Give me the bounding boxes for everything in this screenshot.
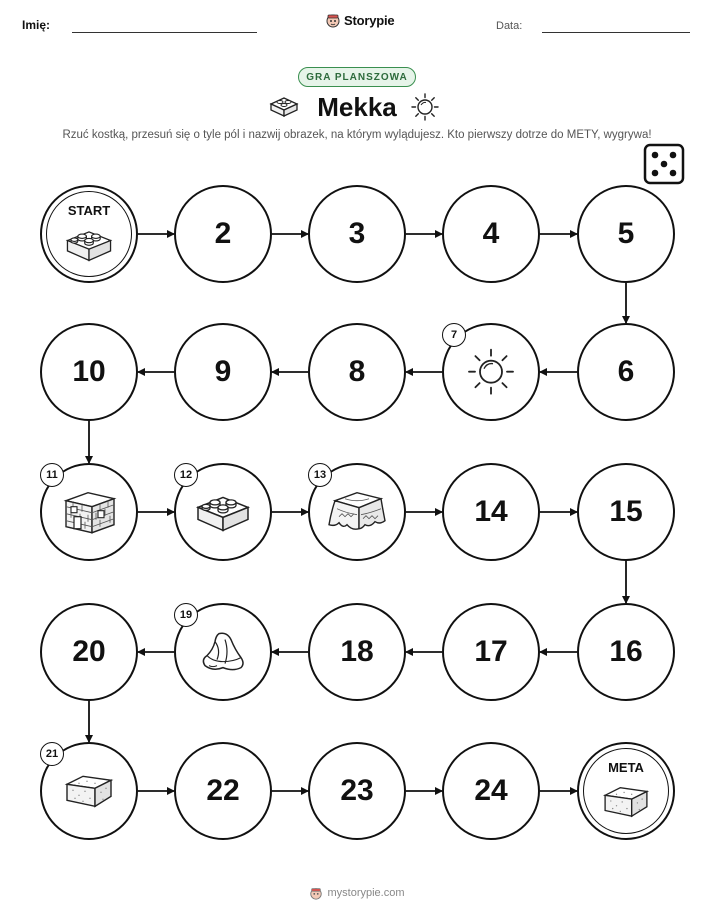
picture-space	[174, 603, 272, 701]
number-space	[442, 463, 540, 561]
number-space	[577, 323, 675, 421]
space-number-badge: 11	[40, 463, 64, 487]
space-number-badge: 7	[442, 323, 466, 347]
picture-space	[40, 463, 138, 561]
name-label: Imię:	[22, 18, 51, 32]
number-space	[577, 603, 675, 701]
space-number-badge: 12	[174, 463, 198, 487]
space-number: 3	[348, 217, 366, 250]
footer	[0, 886, 714, 900]
number-space	[442, 603, 540, 701]
space-number: 8	[348, 355, 366, 388]
number-space	[442, 185, 540, 283]
number-space	[174, 742, 272, 840]
stone-house-icon	[58, 487, 120, 542]
number-space	[174, 323, 272, 421]
space-number: 20	[72, 635, 106, 668]
space-number: 10	[72, 355, 106, 388]
start-space	[40, 185, 138, 283]
number-space	[308, 323, 406, 421]
space-number: 17	[474, 635, 508, 668]
brand-name: Storypie	[344, 12, 395, 28]
storypie-mascot-icon	[309, 886, 323, 900]
space-number: 23	[340, 774, 374, 807]
space-number: 24	[474, 774, 508, 807]
start-label: START	[67, 203, 111, 218]
footer-url: mystorypie.com	[327, 887, 405, 899]
space-number: 14	[474, 495, 508, 528]
space-number: 15	[609, 495, 643, 528]
picture-space	[40, 742, 138, 840]
sun-icon	[466, 347, 516, 402]
space-number-badge: 21	[40, 742, 64, 766]
number-space	[174, 185, 272, 283]
space-number-badge: 19	[174, 603, 198, 627]
instructions: Rzuć kostką, przesuń się o tyle pól i nazwij obrazek, na którym wylądujesz. Kto pierwszy dotrze do METY, wygrywa!	[62, 129, 652, 141]
space-number: 22	[206, 774, 240, 807]
stone-block-icon	[63, 770, 115, 815]
category-badge: GRA PLANSZOWA	[298, 67, 416, 87]
page-title: Mekka	[317, 92, 397, 122]
number-space	[40, 323, 138, 421]
picture-space	[442, 323, 540, 421]
number-space	[577, 185, 675, 283]
number-space	[308, 185, 406, 283]
picture-space	[308, 463, 406, 561]
cloth-icon	[195, 628, 251, 681]
lego-brick-icon	[194, 490, 252, 537]
space-number: 18	[340, 635, 374, 668]
space-number: 2	[214, 217, 232, 250]
number-space	[308, 603, 406, 701]
stone-block-icon	[601, 782, 651, 825]
finish-space	[577, 742, 675, 840]
number-space	[40, 603, 138, 701]
space-number: 16	[609, 635, 643, 668]
space-number: 5	[617, 217, 635, 250]
finish-label: META	[608, 760, 644, 775]
number-space	[442, 742, 540, 840]
number-space	[577, 463, 675, 561]
date-label: Data:	[496, 20, 523, 32]
picture-space	[174, 463, 272, 561]
space-number: 4	[482, 217, 500, 250]
draped-table-icon	[325, 487, 389, 542]
space-number: 6	[617, 355, 635, 388]
space-number: 9	[214, 355, 232, 388]
lego-brick-icon	[64, 225, 114, 268]
space-number-badge: 13	[308, 463, 332, 487]
number-space	[308, 742, 406, 840]
